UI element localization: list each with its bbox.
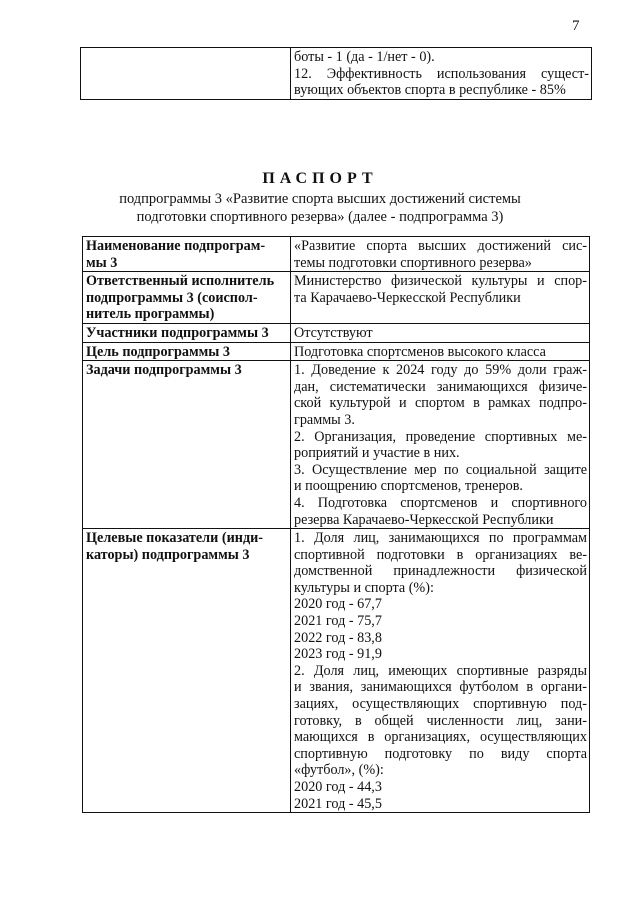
- value-line: та Карачаево-Черкесской Республики: [294, 289, 521, 306]
- value-line: 2020 год - 44,3: [294, 779, 382, 795]
- table-row: [83, 323, 590, 342]
- row-value: [291, 361, 590, 529]
- table-row: [81, 48, 592, 100]
- value-line: 2020 год - 67,7: [294, 596, 382, 613]
- row-label: [83, 237, 291, 272]
- page-number: 7: [572, 18, 580, 34]
- value-line: зациях, осуществляющих спортивную под-: [294, 696, 587, 713]
- value-line: домственной принадлежности физической: [294, 563, 587, 580]
- value-line: Министерство физической культуры и спор-: [294, 273, 587, 290]
- passport-table: [82, 236, 590, 813]
- row-value: [291, 342, 590, 361]
- cell-line: боты - 1 (да - 1/нет - 0).: [294, 49, 435, 65]
- value-line: роприятий и участие в них.: [294, 445, 460, 462]
- table-cell: [291, 48, 592, 100]
- row-label: [83, 342, 291, 361]
- label-line: Наименование подпрограм-: [86, 238, 266, 254]
- value-line: «футбол», (%):: [294, 762, 384, 779]
- value-line: 4. Подготовка спортсменов и спортивного: [294, 494, 587, 511]
- cell-line: вующих объектов спорта в республике - 85%: [294, 82, 566, 99]
- value-line: 1. Доля лиц, занимающихся по программам: [294, 530, 587, 547]
- table-row: [83, 272, 590, 324]
- value-line: дан, систематически занимающихся физиче-: [294, 378, 587, 395]
- value-line: и поощрению спортсменов, тренеров.: [294, 478, 523, 495]
- row-label: [83, 361, 291, 529]
- value-line: ской культурой и спортом в рамках подпро-: [294, 395, 587, 412]
- value-line: 2023 год - 91,9: [294, 646, 382, 663]
- row-value: [291, 323, 590, 342]
- value-line: спортивной подготовки в организациях ве-: [294, 546, 587, 563]
- row-label: [83, 272, 291, 324]
- table-row: [83, 361, 590, 529]
- value-line: резерва Карачаево-Черкесской Республики: [294, 511, 554, 528]
- value-line: граммы 3.: [294, 411, 355, 428]
- table-row: [83, 529, 590, 813]
- value-line: темы подготовки спортивного резерва»: [294, 254, 532, 271]
- table-row: [83, 237, 590, 272]
- value-line: «Развитие спорта высших достижений сис-: [294, 238, 587, 254]
- value-line: 2021 год - 45,5: [294, 795, 382, 812]
- label-line: Задачи подпрограммы 3: [86, 362, 242, 379]
- continued-table: [80, 47, 592, 100]
- row-label: [83, 529, 291, 813]
- row-label: [83, 323, 291, 342]
- value-line: 3. Осуществление мер по социальной защите: [294, 461, 587, 478]
- passport-subtitle-line: подготовки спортивного резерва» (далее - подпрограмма 3): [136, 209, 504, 225]
- label-line: Ответственный исполнитель: [86, 273, 275, 290]
- passport-subtitle-line: подпрограммы 3 «Развитие спорта высших достижений системы: [119, 191, 521, 207]
- value-line: и звания, занимающихся футболом в органи-: [294, 679, 587, 696]
- value-line: 2022 год - 83,8: [294, 629, 382, 646]
- row-value: [291, 272, 590, 324]
- label-line: мы 3: [86, 254, 118, 271]
- label-line: Цель подпрограммы 3: [86, 343, 231, 360]
- value-line: 2. Организация, проведение спортивных ме-: [294, 428, 587, 445]
- table-row: [83, 342, 590, 361]
- value-line: 2. Доля лиц, имеющих спортивные разряды: [294, 662, 587, 679]
- value-line: спортивную подготовку по виду спорта: [294, 745, 587, 762]
- row-value: [291, 529, 590, 813]
- label-line: Целевые показатели (инди-: [86, 530, 264, 547]
- value-line: Подготовка спортсменов высокого класса: [294, 343, 546, 360]
- value-line: мающихся в организациях, осуществляющих: [294, 729, 587, 746]
- row-value: [291, 237, 590, 272]
- cell-line: 12. Эффективность использования сущест-: [294, 65, 589, 82]
- value-line: культуры и спорта (%):: [294, 579, 434, 596]
- label-line: Участники подпрограммы 3: [86, 324, 269, 341]
- value-line: готовку, в общей численности лиц, зани-: [294, 712, 587, 729]
- value-line: 2021 год - 75,7: [294, 613, 382, 630]
- label-line: каторы) подпрограммы 3: [86, 546, 250, 563]
- empty-cell: [81, 48, 291, 100]
- label-line: нитель программы): [86, 306, 215, 323]
- passport-title: ПАСПОРТ: [262, 170, 378, 187]
- value-line: 1. Доведение к 2024 году до 59% доли граж-: [294, 362, 587, 379]
- value-line: Отсутствуют: [294, 324, 373, 341]
- label-line: подпрограммы 3 (соиспол-: [86, 289, 258, 306]
